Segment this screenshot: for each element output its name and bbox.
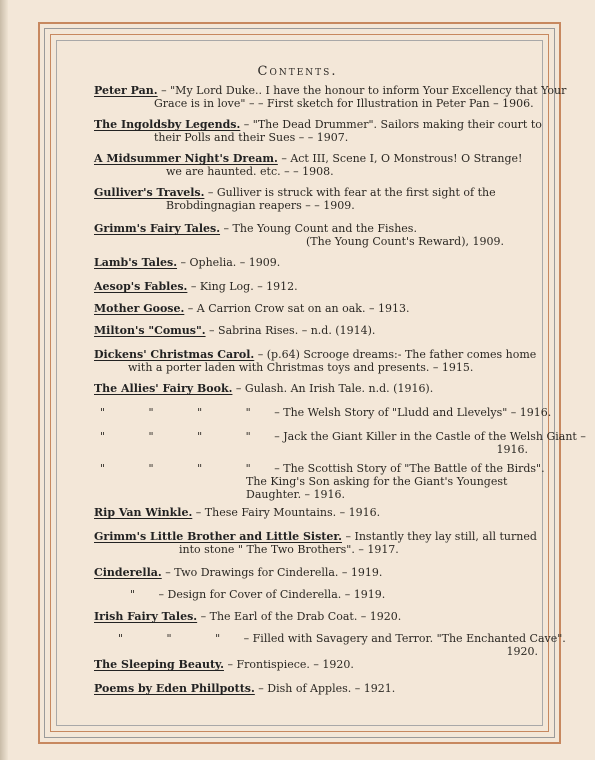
- entry-work: Dickens' Christmas Carol.: [94, 348, 255, 361]
- entry-gullivers-travels: [94, 186, 544, 212]
- ditto-marks: " " " ": [100, 430, 271, 443]
- entry-text-cont: The King's Son asking for the Giant's Youngest: [246, 475, 508, 488]
- entry-text-cont: 1920.: [506, 645, 538, 658]
- entry-text: – Two Drawings for Cinderella. – 1919.: [161, 566, 383, 579]
- entry-text: – "The Dead Drummer". Sailors making their court to: [240, 118, 542, 131]
- entry-text-cont: we are haunted. etc. – – 1908.: [166, 165, 334, 178]
- entry-text: – Act III, Scene I, O Monstrous! O Strange!: [277, 152, 523, 165]
- entry-allies-fairy-book: [94, 382, 544, 395]
- entry-text: – The Young Count and the Fishes.: [220, 222, 417, 235]
- entry-mother-goose: [94, 302, 544, 315]
- page-edge-shadow: [0, 0, 8, 760]
- entry-irish-fairy-tales: [94, 610, 544, 623]
- entry-work: Mother Goose.: [94, 302, 185, 315]
- entry-text: – Frontispiece. – 1920.: [223, 658, 354, 671]
- entry-grimms-fairy-tales: [94, 222, 544, 248]
- entry-work: Poems by Eden Phillpotts.: [94, 682, 255, 695]
- entry-text: – Design for Cover of Cinderella. – 1919.: [155, 588, 386, 601]
- entry-work: Peter Pan.: [94, 84, 158, 97]
- entry-text: – Filled with Savagery and Terror. "The Enchanted Cave".: [240, 632, 566, 645]
- entry-text-cont: into stone " The Two Brothers". – 1917.: [179, 543, 399, 556]
- entry-text-cont-2: Daughter. – 1916.: [246, 488, 346, 501]
- entry-work: Grimm's Little Brother and Little Sister.: [94, 530, 342, 543]
- entry-text: – Jack the Giant Killer in the Castle of the Welsh Giant –: [270, 430, 586, 443]
- entry-work: Grimm's Fairy Tales.: [94, 222, 221, 235]
- entry-rip-van-winkle: [94, 506, 544, 519]
- entry-enchanted-cave: [118, 632, 568, 658]
- entry-work: Cinderella.: [94, 566, 162, 579]
- ditto-marks: " " " ": [100, 406, 271, 419]
- entry-text: – (p.64) Scrooge dreams:- The father comes home: [254, 348, 537, 361]
- entry-text: – Instantly they lay still, all turned: [342, 530, 537, 543]
- entry-eden-phillpotts: [94, 682, 544, 695]
- entry-text: – Gulash. An Irish Tale. n.d. (1916).: [232, 382, 434, 395]
- entry-work: Aesop's Fables.: [94, 280, 188, 293]
- entry-cinderella: [94, 566, 544, 579]
- entry-text: – Gulliver is struck with fear at the first sight of the: [204, 186, 496, 199]
- entry-aesops-fables: [94, 280, 544, 293]
- entry-text: – Dish of Apples. – 1921.: [254, 682, 396, 695]
- entry-allies-welsh-story: [100, 406, 550, 419]
- entry-text: – The Welsh Story of "Lludd and Llevelys" – 1916.: [270, 406, 552, 419]
- entry-text: – "My Lord Duke.. I have the honour to inform Your Excellency that Your: [157, 84, 567, 97]
- entry-work: Irish Fairy Tales.: [94, 610, 198, 623]
- entry-text: – The Scottish Story of "The Battle of the Birds".: [270, 462, 545, 475]
- entry-text-cont: Brobdingnagian reapers – – 1909.: [166, 199, 355, 212]
- entry-work: Lamb's Tales.: [94, 256, 178, 269]
- ditto-marks: " " ": [118, 632, 241, 645]
- entry-text-cont: (The Young Count's Reward), 1909.: [306, 235, 504, 248]
- entry-work: Rip Van Winkle.: [94, 506, 193, 519]
- entry-text: – These Fairy Mountains. – 1916.: [192, 506, 381, 519]
- entry-text-cont: 1916.: [496, 443, 528, 456]
- entry-ingoldsby-legends: [94, 118, 544, 144]
- entry-text-cont: Grace is in love" – – First sketch for Illustration in Peter Pan – 1906.: [154, 97, 534, 110]
- entry-work: The Ingoldsby Legends.: [94, 118, 241, 131]
- entry-work: A Midsummer Night's Dream.: [94, 152, 278, 165]
- entry-miltons-comus: [94, 324, 544, 337]
- entry-allies-jack-giant-killer: [100, 430, 586, 456]
- contents-title: Contents.: [257, 64, 338, 79]
- entry-work: The Sleeping Beauty.: [94, 658, 224, 671]
- entry-little-brother-sister: [94, 530, 544, 556]
- entry-text: – King Log. – 1912.: [187, 280, 298, 293]
- ditto-marks: ": [130, 588, 156, 601]
- ditto-marks: " " " ": [100, 462, 271, 475]
- entry-text-cont: with a porter laden with Christmas toys and presents. – 1915.: [128, 361, 474, 374]
- entry-lambs-tales: [94, 256, 544, 269]
- entry-text: – Sabrina Rises. – n.d. (1914).: [205, 324, 376, 337]
- entry-sleeping-beauty: [94, 658, 544, 671]
- entry-work: The Allies' Fairy Book.: [94, 382, 233, 395]
- entry-peter-pan: [94, 84, 567, 110]
- entry-work: Gulliver's Travels.: [94, 186, 205, 199]
- entry-christmas-carol: [94, 348, 544, 374]
- entry-text: – A Carrion Crow sat on an oak. – 1913.: [184, 302, 410, 315]
- entry-cinderella-cover: [130, 588, 580, 601]
- entry-text-cont: their Polls and their Sues – – 1907.: [154, 131, 349, 144]
- entry-text: – Ophelia. – 1909.: [177, 256, 281, 269]
- entry-work: Milton's "Comus".: [94, 324, 206, 337]
- entry-midsummer: [94, 152, 544, 178]
- entry-text: – The Earl of the Drab Coat. – 1920.: [197, 610, 402, 623]
- entry-allies-battle-of-birds: [100, 462, 550, 501]
